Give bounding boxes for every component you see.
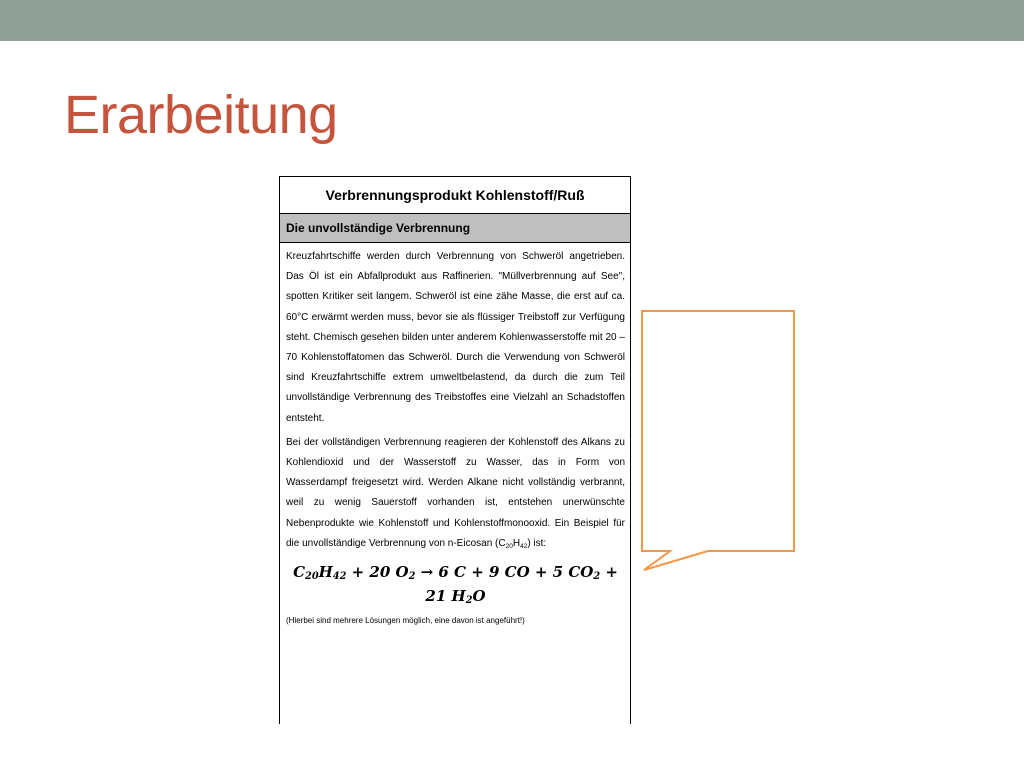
top-accent-bar [0,0,1024,41]
reaction-equation [286,560,625,608]
eq-lhs-h-sub: 42 [332,571,347,583]
worksheet-subtitle: Die unvollständige Verbrennung [280,214,630,243]
eq-products: → 6 C + 9 CO + 5 CO [415,563,594,582]
formula-c-sub: 20 [505,542,513,550]
formula-h: H [512,537,521,549]
paragraph-verbrennung-text: Bei der vollständigen Verbrennung reagieren der Kohlenstoff des Alkans zu Kohlendioxid und der Wasserstoff zu Wasser, das in Form von Wasserdampf freigesetzt wird. Werden Alkane nicht vollständig verbrannt, weil zu wenig Sauerstoff vorhanden ist, entstehen unerwünschte Nebenprodukte wie Kohlenstoff und Kohlenstoffmonooxid. Ein Beispiel für die unvollständige Verbrennung von n-Eicosan ( [286,436,625,549]
eq-h2o-sub: 2 [465,595,473,607]
eq-plus-o2: + 20 O [346,563,409,582]
eq-lhs-c: C [293,563,306,582]
slide-title: Erarbeitung [64,85,338,145]
formula-c: C [498,537,506,549]
worksheet-body [280,243,630,628]
paragraph-verbrennung-end: ) ist: [527,537,547,549]
eq-o2-sub: 2 [408,571,416,583]
paragraph-schweroel: Kreuzfahrtschiffe werden durch Verbrennung von Schweröl angetrieben. Das Öl ist ein Abfallprodukt aus Raffinerien. "Müllverbrennung auf See", spotten Kritiker seit langem. Schweröl ist eine zähe Masse, die erst auf ca. 60°C erwärmt werden muss, bevor sie als flüssiger Treibstoff zur Verfügung steht. Chemisch gesehen bilden unter anderem Kohlenwasserstoffe mit 20 – 70 Kohlenstoffatomen das Schweröl. Durch die Verwendung von Schweröl sind Kreuzfahrtschiffe extrem umweltbelastend, da durch die zum Teil unvollständige Verbrennung des Treibstoffes eine Vielzahl an Schadstoffen entsteht. [286,251,625,424]
paragraph-verbrennung [286,433,625,554]
worksheet-title: Verbrennungsprodukt Kohlenstoff/Ruß [280,177,630,214]
solution-note: (Hierbei sind mehrere Lösungen möglich, eine davon ist angeführt!) [286,616,525,626]
eq-plus-h2o: + 21 H [425,563,618,606]
worksheet [279,176,631,724]
eq-co2-sub: 2 [593,571,601,583]
eq-lhs-c-sub: 20 [305,571,319,583]
eq-lhs-h: H [318,563,333,582]
eq-o-end: O [472,587,486,606]
speech-bubble [640,309,798,573]
formula-h-sub: 42 [520,542,528,550]
